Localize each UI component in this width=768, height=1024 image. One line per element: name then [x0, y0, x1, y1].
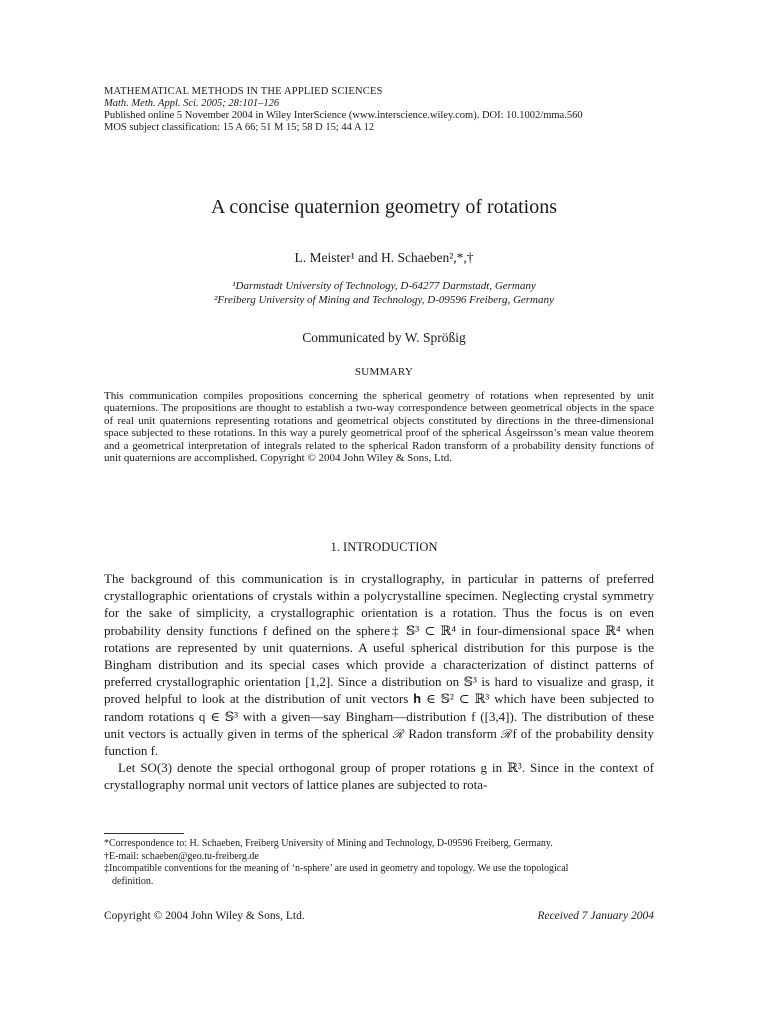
footnotes	[104, 838, 654, 888]
footnote-email: †E-mail: schaeben@geo.tu-freiberg.de	[104, 850, 259, 862]
footnote-sphere: ‡Incompatible conventions for the meaning of ‘n-sphere’ are used in geometry and topology. We use the topological	[104, 863, 569, 874]
body-paragraph-2: Let SO(3) denote the special orthogonal group of proper rotations g in ℝ³. Since in the context of crystallography normal unit vectors of lattice planes are subjected to rota-	[104, 760, 654, 793]
mos-classification: MOS subject classification: 15 A 66; 51 M 15; 58 D 15; 44 A 12	[104, 122, 375, 133]
footnote-sphere-continued: definition.	[112, 875, 154, 887]
affiliations	[0, 279, 768, 307]
affiliation-2: ²Freiberg University of Mining and Technology, D-09596 Freiberg, Germany	[214, 294, 554, 306]
footer-copyright: Copyright © 2004 John Wiley & Sons, Ltd.	[104, 910, 305, 922]
communicated-by: Communicated by W. Sprößig	[302, 330, 466, 345]
journal-citation: Math. Meth. Appl. Sci. 2005; 28:101–126	[104, 98, 280, 109]
publication-info: Published online 5 November 2004 in Wiley InterScience (www.interscience.wiley.com). DOI: 10.1002/mma.560	[104, 110, 583, 121]
footer-received: Received 7 January 2004	[537, 910, 654, 922]
footnote-rule	[104, 833, 184, 834]
page-footer	[104, 910, 654, 922]
affiliation-1: ¹Darmstadt University of Technology, D-64277 Darmstadt, Germany	[232, 280, 536, 292]
section-heading: 1. INTRODUCTION	[330, 540, 438, 554]
body-text	[104, 570, 654, 794]
journal-name: MATHEMATICAL METHODS IN THE APPLIED SCIENCES	[104, 86, 383, 97]
body-paragraph-1: The background of this communication is in crystallography, in particular in patterns of preferred crystallographic orientations of crystals within a polycrystalline specimen. Neglecting crystal symmetry for the sake of simplicity, a crystallographic orientation is a rotation. Thus the focus is on even probability density functions f defined on the sphere‡ 𝕊³ ⊂ ℝ⁴ in four-dimensional space ℝ⁴ when rotations are represented by unit quaternions. A useful spherical distribution for this purpose is the Bingham distribution and its special cases which provide a characterization of distinct patterns of preferred crystallographic orientation [1,2]. Since a distribution on 𝕊³ is hard to visualize and grasp, it proved helpful to look at the distribution of unit vectors 𝐡 ∈ 𝕊² ⊂ ℝ³ which have been subjected to random rotations q ∈ 𝕊³ with a given—say Bingham—distribution f ([3,4]). The distribution of these unit vectors is actually given in terms of the spherical ℛ Radon transform ℛf of the probability density function f.	[104, 571, 654, 759]
paper-title: A concise quaternion geometry of rotations	[210, 196, 557, 218]
footnote-correspondence: *Correspondence to: H. Schaeben, Freiberg University of Mining and Technology, D-09596 Freiberg, Germany.	[104, 838, 553, 849]
author-list: L. Meister¹ and H. Schaeben²,*,†	[294, 250, 474, 265]
journal-header	[104, 86, 664, 134]
summary-heading: SUMMARY	[354, 366, 414, 378]
summary-text: This communication compiles propositions concerning the spherical geometry of rotations when represented by unit quaternions. The propositions are thought to establish a two-way correspondence between geometrical objects in the space of real unit quaternions representing rotations and geometrical objects constituted by directions in the three-dimensional space subjected to these rotations. In this way a purely geometrical proof of the spherical Ásgeirsson’s mean value theorem and a geometrical interpretation of integrals related to the spherical Radon transform of a probability density functions of unit quaternions are accomplished. Copyright © 2004 John Wiley & Sons, Ltd.	[104, 390, 654, 465]
